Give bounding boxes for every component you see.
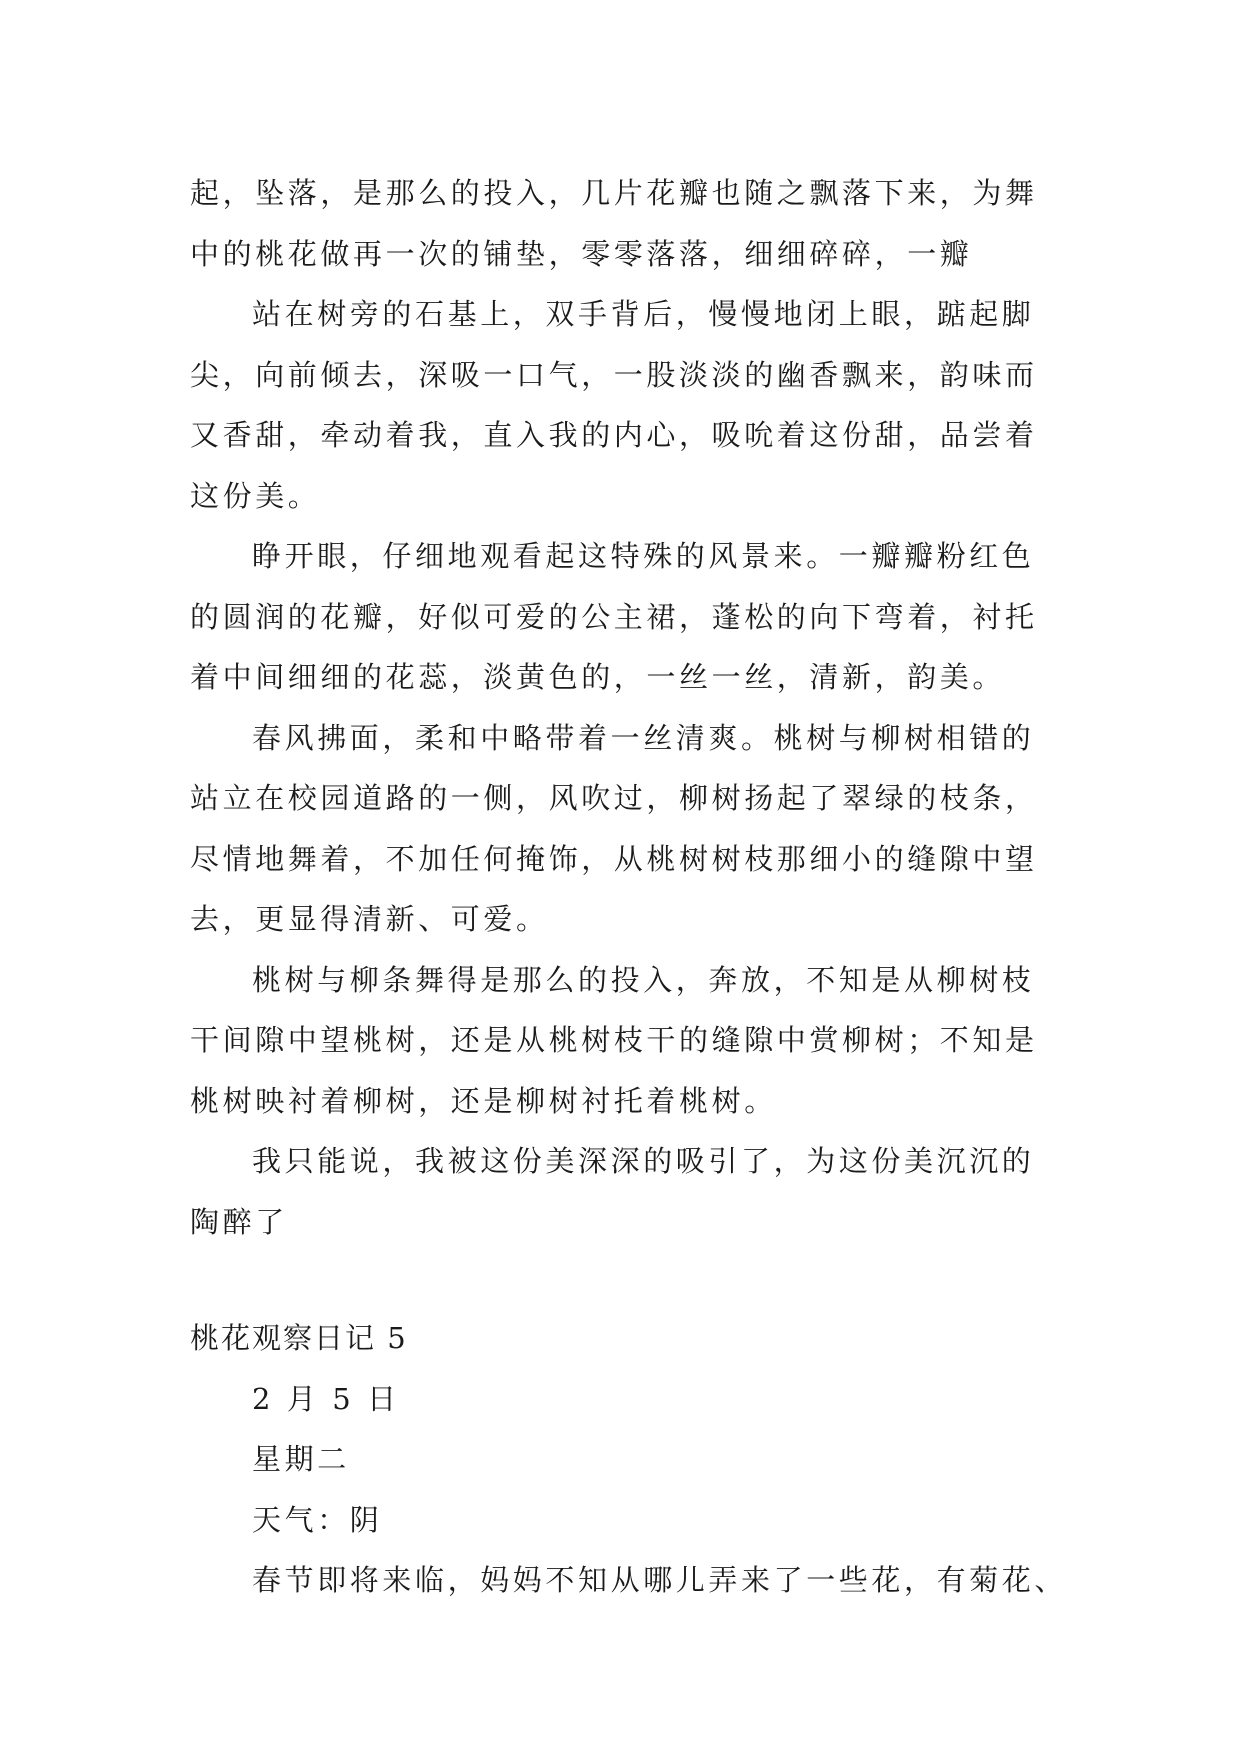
text-line: 干间隙中望桃树，还是从桃树枝干的缝隙中赏柳树；不知是 bbox=[190, 1023, 1038, 1057]
text-line: 陶醉了 bbox=[190, 1204, 288, 1239]
text-line: 起，坠落，是那么的投入，几片花瓣也随之飘落下来，为舞 bbox=[190, 176, 1038, 210]
diary-weekday: 星期二 bbox=[252, 1442, 350, 1476]
document-body bbox=[190, 163, 1068, 1611]
paragraph bbox=[190, 708, 1060, 950]
text-line: 中的桃花做再一次的铺垫，零零落落，细细碎碎，一瓣 bbox=[190, 236, 973, 271]
text-line: 我只能说，我被这份美深深的吸引了，为这份美沉沉的 bbox=[252, 1144, 1035, 1178]
text-line: 又香甜，牵动着我，直入我的内心，吸吮着这份甜，品尝着 bbox=[190, 418, 1038, 452]
section-title: 桃花观察日记 5 bbox=[190, 1321, 408, 1355]
text-line: 这份美。 bbox=[190, 478, 321, 513]
text-line: 站立在校园道路的一侧，风吹过，柳树扬起了翠绿的枝条， bbox=[190, 781, 1038, 815]
text-line: 春节即将来临，妈妈不知从哪儿弄来了一些花，有菊花、 bbox=[252, 1563, 1068, 1597]
text-line: 着中间细细的花蕊，淡黄色的，一丝一丝，清新，韵美。 bbox=[190, 660, 1006, 694]
section-spacer bbox=[190, 1252, 1060, 1308]
text-line: 的圆润的花瓣，好似可爱的公主裙，蓬松的向下弯着，衬托 bbox=[190, 599, 1038, 634]
text-line: 尖，向前倾去，深吸一口气，一股淡淡的幽香飘来，韵味而 bbox=[190, 357, 1038, 392]
text-line: 春风拂面，柔和中略带着一丝清爽。桃树与柳树相错的 bbox=[252, 720, 1035, 755]
text-line: 桃树映衬着柳树，还是柳树衬托着桃树。 bbox=[190, 1083, 777, 1118]
paragraph bbox=[190, 950, 1060, 1132]
text-line: 站在树旁的石基上，双手背后，慢慢地闭上眼，踮起脚 bbox=[252, 297, 1035, 331]
paragraph bbox=[190, 163, 1060, 284]
text-line: 桃树与柳条舞得是那么的投入，奔放，不知是从柳树枝 bbox=[252, 962, 1035, 997]
paragraph bbox=[190, 526, 1060, 708]
text-line: 去，更显得清新、可爱。 bbox=[190, 902, 549, 936]
paragraph bbox=[190, 1131, 1060, 1252]
paragraph bbox=[190, 284, 1060, 526]
diary-weather: 天气：阴 bbox=[252, 1502, 383, 1537]
paragraph bbox=[190, 1550, 1068, 1611]
diary-date: 2 月 5 日 bbox=[252, 1381, 400, 1416]
text-line: 尽情地舞着，不加任何掩饰，从桃树树枝那细小的缝隙中望 bbox=[190, 841, 1038, 876]
text-line: 睁开眼，仔细地观看起这特殊的风景来。一瓣瓣粉红色 bbox=[252, 539, 1035, 573]
